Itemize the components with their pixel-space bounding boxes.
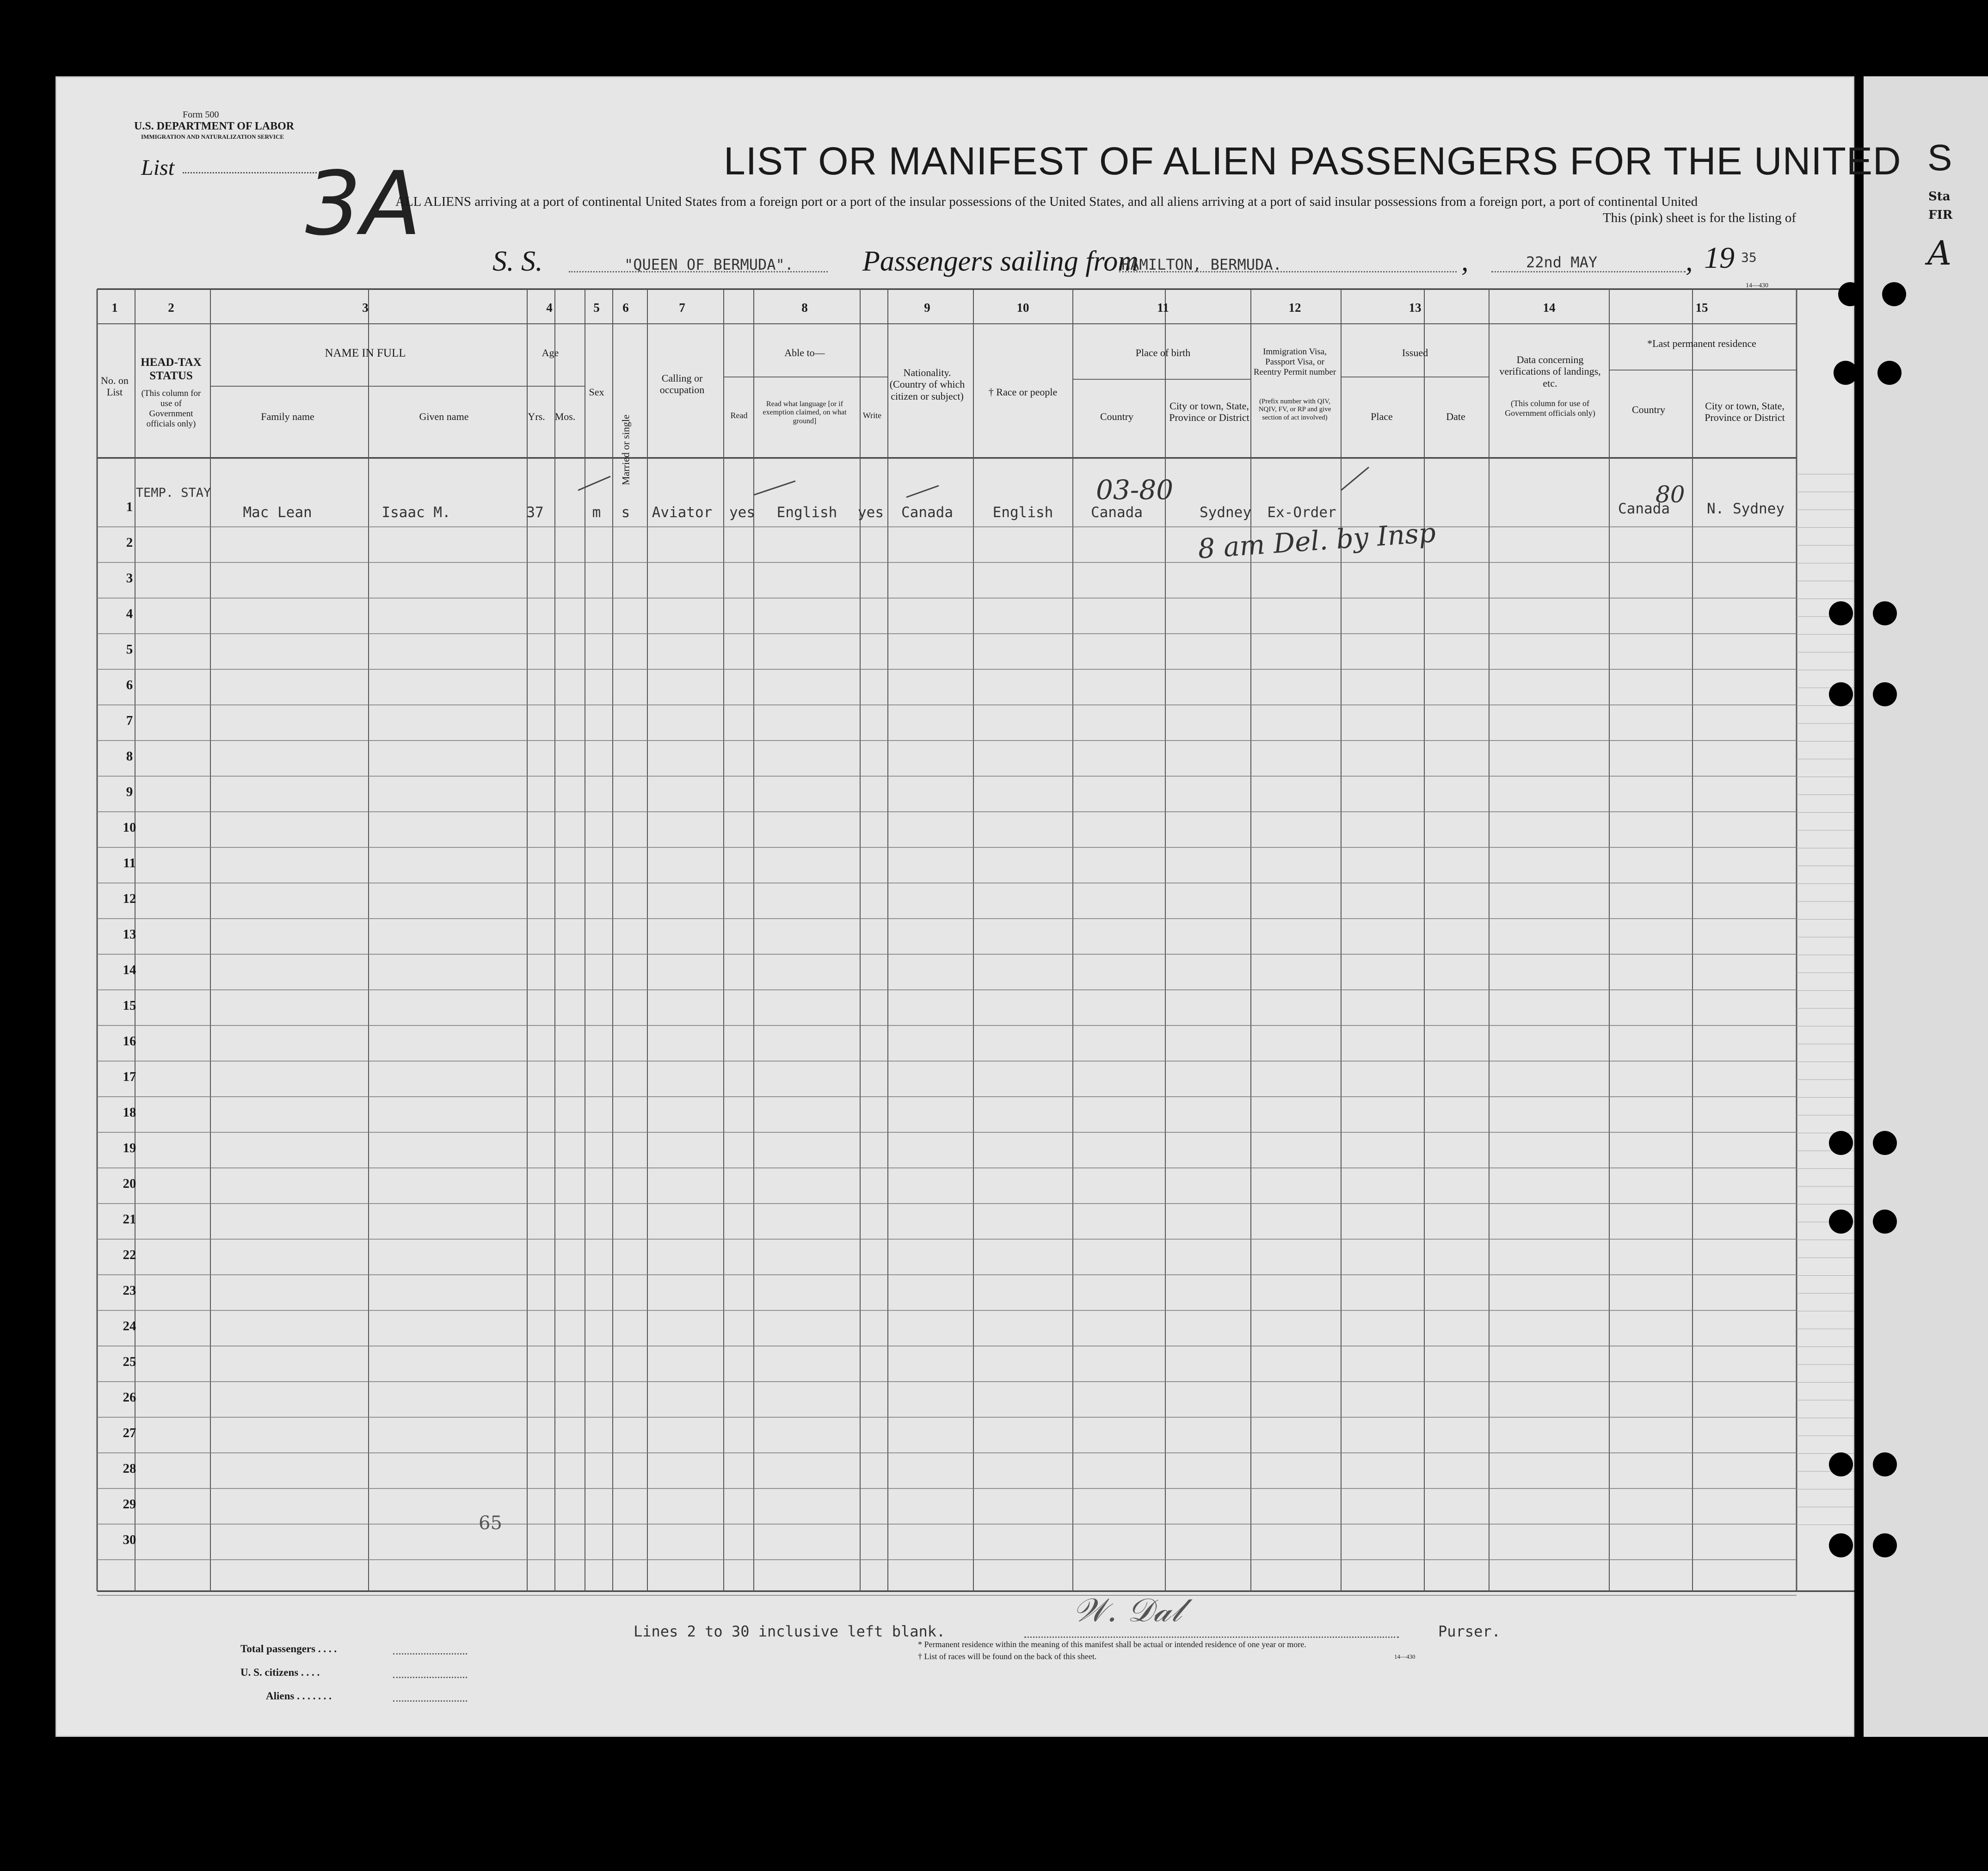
row-number: 25: [123, 1354, 136, 1369]
header-head-tax: HEAD-TAX STATUS: [141, 356, 202, 382]
punch-hole: [1873, 601, 1897, 625]
purser-signature-line: [1024, 1636, 1399, 1638]
header-verification: Data concerning verifications of landings, etc.: [1499, 354, 1601, 389]
header-birth-city: City or town, State, Province or District: [1169, 400, 1249, 424]
year-suffix: 35: [1741, 250, 1757, 265]
sailing-from: HAMILTON, BERMUDA.: [1121, 256, 1282, 273]
footer-note-races: † List of races will be found on the back of this sheet.: [918, 1652, 1097, 1661]
header-last-residence: *Last permanent residence: [1647, 338, 1756, 349]
comma-separator: ,: [1461, 246, 1469, 277]
row-number: 2: [126, 535, 133, 550]
cell-read: yes: [729, 504, 755, 521]
aliens-label: Aliens . . . . . . .: [266, 1690, 332, 1702]
row-number: 15: [123, 998, 136, 1013]
row-number: 9: [126, 784, 133, 799]
header-issued: Issued: [1402, 347, 1428, 358]
cell-family-name: Mac Lean: [243, 504, 312, 521]
header-yrs: Yrs.: [528, 411, 545, 422]
cell-head-tax: TEMP. STAY: [135, 486, 211, 500]
punch-hole: [1829, 1533, 1853, 1557]
colnum-2: 2: [168, 301, 174, 315]
header-read-language: Read what language [or if exemption claimed, on what ground]: [763, 400, 847, 425]
row-number: 24: [123, 1319, 136, 1334]
list-number-handwritten: 3A: [305, 153, 421, 255]
total-passengers-label: Total passengers . . . .: [240, 1643, 337, 1655]
colnum-14: 14: [1543, 301, 1556, 315]
header-residence-country: Country: [1631, 404, 1666, 415]
row-number: 28: [123, 1461, 136, 1476]
header-issued-place: Place: [1371, 411, 1393, 422]
cell-birth-country: Canada: [1091, 504, 1143, 521]
sailing-date: 22nd MAY: [1526, 253, 1598, 271]
cell-residence-country: Canada: [1618, 500, 1670, 517]
cell-age-years: 37: [526, 504, 544, 521]
colnum-9: 9: [924, 301, 930, 315]
total-passengers-line: [393, 1653, 467, 1655]
header-verification-note: (This column for use of Government officials only): [1505, 399, 1595, 418]
row-number: 11: [123, 856, 136, 871]
colnum-13: 13: [1409, 301, 1422, 315]
page-number: 65: [479, 1513, 502, 1534]
header-name-in-full: NAME IN FULL: [325, 347, 406, 359]
instruction-line-2: This (pink) sheet is for the listing of: [1602, 210, 1796, 225]
handwritten-birth-code: 03-80: [1096, 474, 1174, 506]
page-title: LIST OR MANIFEST OF ALIEN PASSENGERS FOR THE UNITED: [724, 139, 1902, 183]
punch-hole: [1873, 1452, 1897, 1476]
aliens-line: [393, 1700, 467, 1702]
header-residence-city: City or town, State, Province or District: [1705, 400, 1785, 424]
colnum-12: 12: [1288, 301, 1301, 315]
row-number: 22: [123, 1247, 136, 1262]
purser-label: Purser.: [1438, 1623, 1501, 1640]
header-issued-date: Date: [1446, 411, 1465, 422]
row-number: 20: [123, 1176, 136, 1191]
row-number: 3: [126, 571, 133, 586]
purser-signature-icon: 𝒲. 𝒟𝒶𝓁: [1073, 1591, 1182, 1629]
row-number: 30: [123, 1532, 136, 1547]
row-number: 27: [123, 1426, 136, 1440]
row-number: 21: [123, 1212, 136, 1227]
header-read: Read: [730, 411, 748, 420]
footer-blank-note: Lines 2 to 30 inclusive left blank.: [634, 1623, 946, 1640]
handwritten-remark: 8 am Del. by Insp: [1197, 517, 1437, 565]
cell-married: s: [621, 504, 630, 521]
cell-race: English: [992, 504, 1053, 521]
form-code-top: 14—430: [1746, 282, 1768, 289]
header-married: Married or single: [620, 414, 632, 486]
colnum-7: 7: [679, 301, 685, 315]
cell-nationality: Canada: [901, 504, 953, 521]
row-number: 23: [123, 1283, 136, 1298]
row-number: 14: [123, 963, 136, 977]
row-number: 12: [123, 891, 136, 906]
header-calling: Calling or occupation: [659, 372, 705, 396]
department-name: U.S. DEPARTMENT OF LABOR: [134, 120, 295, 132]
list-label: List: [141, 155, 175, 180]
colnum-5: 5: [593, 301, 600, 315]
colnum-15: 15: [1695, 301, 1708, 315]
punch-hole: [1873, 1210, 1897, 1234]
instruction-line-1: ALL ALIENS arriving at a port of continental United States from a foreign port or a port of the insular possessions of the United States, and all aliens arriving at a port of said insular possessions from a foreign port, a port of continental United: [395, 194, 1698, 209]
header-race: † Race or people: [988, 386, 1058, 398]
punch-hole: [1829, 1131, 1853, 1155]
us-citizens-label: U. S. citizens . . . .: [240, 1667, 320, 1678]
row-number: 10: [123, 820, 136, 835]
ship-name: "QUEEN OF BERMUDA".: [624, 256, 794, 273]
cell-given-name: Isaac M.: [382, 504, 451, 521]
colnum-8: 8: [801, 301, 808, 315]
right-edge-letter-2: Sta: [1928, 190, 1951, 204]
cell-visa: Ex-Order: [1267, 504, 1336, 521]
header-place-of-birth: Place of birth: [1135, 347, 1191, 358]
punch-hole: [1829, 1210, 1853, 1234]
handwritten-check-mark: [578, 476, 610, 490]
row-number: 13: [123, 927, 136, 942]
year-prefix: 19: [1704, 241, 1735, 275]
service-name: IMMIGRATION AND NATURALIZATION SERVICE: [141, 133, 284, 140]
sailing-label: Passengers sailing from: [862, 246, 1139, 277]
cell-residence-city: N. Sydney: [1707, 500, 1785, 517]
punch-hole: [1829, 1452, 1853, 1476]
row-number: 5: [126, 642, 133, 657]
footer-form-code: 14—430: [1394, 1653, 1416, 1660]
cell-write: yes: [858, 504, 884, 521]
header-able-to: Able to—: [784, 347, 825, 358]
header-nationality: Nationality. (Country of which citizen or subject): [889, 367, 965, 402]
colnum-3: 3: [362, 301, 369, 315]
header-sex: Sex: [589, 386, 604, 398]
punch-hole: [1838, 282, 1862, 306]
row-number: 6: [126, 678, 133, 692]
cell-sex: m: [592, 504, 601, 521]
row-number: 4: [126, 606, 133, 621]
header-age: Age: [542, 347, 559, 358]
row-number: 1: [126, 500, 133, 514]
handwritten-check-mark: [1341, 467, 1369, 490]
handwritten-residence-code: 80: [1656, 481, 1685, 508]
footer-note-residence: * Permanent residence within the meaning of this manifest shall be actual or intended residence of one year or more.: [918, 1640, 1306, 1649]
punch-hole: [1834, 361, 1858, 385]
header-birth-country: Country: [1100, 411, 1134, 422]
punch-hole: [1882, 282, 1906, 306]
punch-hole: [1873, 1533, 1897, 1557]
row-number: 26: [123, 1390, 136, 1405]
header-family-name: Family name: [261, 411, 314, 422]
punch-hole: [1829, 682, 1853, 706]
colnum-1: 1: [111, 301, 118, 315]
header-given-name: Given name: [419, 411, 469, 422]
colnum-6: 6: [622, 301, 629, 315]
punch-hole: [1877, 361, 1902, 385]
cell-birth-city: Sydney: [1200, 504, 1251, 521]
row-number: 16: [123, 1034, 136, 1049]
row-number: 29: [123, 1497, 136, 1512]
row-number: 7: [126, 713, 133, 728]
header-no-on-list: No. on List: [101, 375, 129, 398]
row-number: 19: [123, 1141, 136, 1155]
us-citizens-line: [393, 1677, 467, 1678]
header-write: Write: [862, 411, 882, 420]
row-number: 17: [123, 1069, 136, 1084]
year-comma: ,: [1686, 246, 1693, 277]
row-number: 8: [126, 749, 133, 764]
row-number: 18: [123, 1105, 136, 1120]
cell-occupation: Aviator: [652, 504, 713, 521]
right-edge-letter-4: A: [1927, 234, 1951, 272]
punch-hole: [1829, 601, 1853, 625]
handwritten-check-mark: [906, 486, 939, 497]
handwritten-check-mark: [754, 481, 795, 495]
header-visa: Immigration Visa, Passport Visa, or Reentry Permit number: [1253, 347, 1336, 377]
punch-hole: [1873, 682, 1897, 706]
right-edge-letter-3: FIR: [1928, 208, 1953, 222]
colnum-10: 10: [1016, 301, 1029, 315]
form-number: Form 500: [183, 110, 219, 120]
header-visa-note: (Prefix number with QIV, NQIV, FV, or RP and give section of act involved): [1258, 398, 1331, 421]
ss-label: S. S.: [492, 246, 543, 277]
header-mos: Mos.: [554, 411, 576, 422]
colnum-11: 11: [1157, 301, 1169, 315]
punch-hole: [1873, 1131, 1897, 1155]
header-head-tax-note: (This column for use of Government officials only): [141, 389, 201, 429]
right-edge-letter-1: S: [1927, 137, 1952, 178]
colnum-4: 4: [546, 301, 553, 315]
cell-read-language: English: [776, 504, 837, 521]
